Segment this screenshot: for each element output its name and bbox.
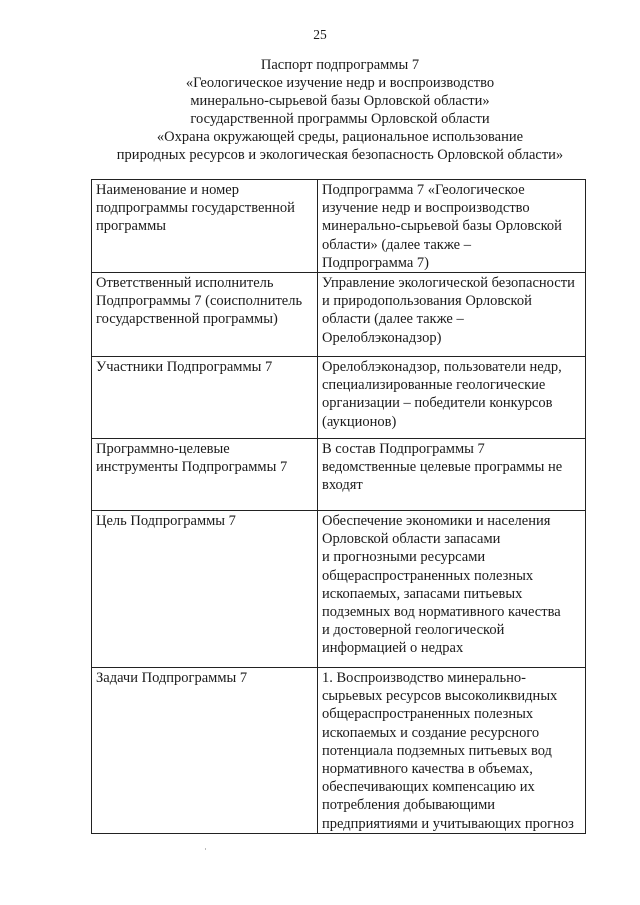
row-value-line: (аукционов) (322, 413, 397, 430)
row-label-line: Участники Подпрограммы 7 (96, 359, 273, 376)
row-value-cell (318, 668, 586, 834)
row-label-line: Наименование и номер (96, 182, 239, 198)
row-label-cell (92, 180, 318, 273)
row-label-line: программы (96, 218, 166, 235)
row-value-line: В состав Подпрограммы 7 (322, 441, 485, 458)
row-value-line: потребления добывающими (322, 797, 496, 814)
row-value-line: 1. Воспроизводство минерально- (322, 670, 526, 687)
row-label-line: Задачи Подпрограммы 7 (96, 670, 248, 687)
row-value-line: информацией о недрах (322, 640, 464, 657)
table-row (92, 439, 586, 511)
row-value-line: области (далее также – (322, 311, 464, 328)
row-value-line: предприятиями и учитывающих прогноз (322, 815, 574, 832)
row-label-line: Цель Подпрограммы 7 (96, 513, 236, 530)
row-value-line: общераспространенных полезных (322, 706, 534, 723)
row-value-line: сырьевых ресурсов высоколиквидных (322, 688, 558, 705)
row-value-line: и природопользования Орловской (322, 293, 532, 310)
passport-table (91, 179, 586, 834)
row-label-line: инструменты Подпрограммы 7 (96, 459, 288, 476)
table-row (92, 511, 586, 668)
row-value-line: Орловской области запасами (322, 531, 501, 548)
table-row (92, 357, 586, 439)
row-label-line: Программно-целевые (96, 441, 230, 458)
row-label-cell (92, 511, 318, 668)
row-value-line: и прогнозными ресурсами (322, 549, 486, 566)
row-label-cell (92, 357, 318, 439)
row-value-line: ископаемых и создание ресурсного (322, 724, 540, 741)
row-value-cell (318, 511, 586, 668)
table-row (92, 668, 586, 834)
row-label-line: государственной программы) (96, 311, 278, 328)
row-value-line: организации – победители конкурсов (322, 395, 553, 412)
row-value-cell (318, 357, 586, 439)
row-value-line: минерально-сырьевой базы Орловской (322, 218, 562, 235)
row-value-line: Подпрограмма 7 «Геологическое (322, 182, 525, 198)
row-value-line: потенциала подземных питьевых вод (322, 742, 552, 759)
row-value-line: области» (далее также – (322, 236, 471, 253)
title-line: «Охрана окружающей среды, рациональное использование (156, 129, 524, 145)
row-label-line: подпрограммы государственной (96, 200, 295, 217)
row-value-line: и достоверной геологической (322, 622, 505, 639)
page-number: 25 (313, 27, 327, 42)
row-label-line: Ответственный исполнитель (96, 275, 274, 292)
row-value-line: входят (322, 477, 363, 494)
scan-mark (205, 848, 206, 850)
row-label-cell (92, 439, 318, 511)
row-value-cell (318, 439, 586, 511)
row-value-line: Обеспечение экономики и населения (322, 513, 551, 530)
row-value-line: общераспространенных полезных (322, 567, 534, 584)
row-value-line: обеспечивающих компенсацию их (322, 779, 535, 796)
row-value-line: изучение недр и воспроизводство (322, 200, 530, 217)
document-title (0, 56, 640, 164)
row-value-line: ведомственные целевые программы не (322, 459, 563, 476)
title-line: минерально-сырьевой базы Орловской области» (190, 93, 490, 109)
row-value-cell (318, 273, 586, 357)
row-value-cell (318, 180, 586, 273)
table-row (92, 180, 586, 273)
row-value-line: Орелоблэконадзор) (322, 329, 442, 346)
row-value-line: ископаемых, запасами питьевых (322, 585, 523, 602)
table-row (92, 273, 586, 357)
passport-table-body (92, 180, 586, 834)
row-value-line: Подпрограмма 7) (322, 254, 429, 271)
row-value-line: специализированные геологические (322, 377, 546, 394)
title-line: природных ресурсов и экологическая безопасность Орловской области» (116, 147, 564, 163)
row-label-line: Подпрограммы 7 (соисполнитель (96, 293, 303, 310)
row-value-line: Орелоблэконадзор, пользователи недр, (322, 359, 562, 376)
row-value-line: Управление экологической безопасности (322, 275, 575, 292)
title-line: Паспорт подпрограммы 7 (260, 57, 420, 73)
row-value-line: нормативного качества в объемах, (322, 761, 533, 778)
row-label-cell (92, 668, 318, 834)
title-line: «Геологическое изучение недр и воспроизводство (185, 75, 495, 91)
title-line: государственной программы Орловской области (190, 111, 490, 127)
row-value-line: подземных вод нормативного качества (322, 604, 561, 621)
row-label-cell (92, 273, 318, 357)
